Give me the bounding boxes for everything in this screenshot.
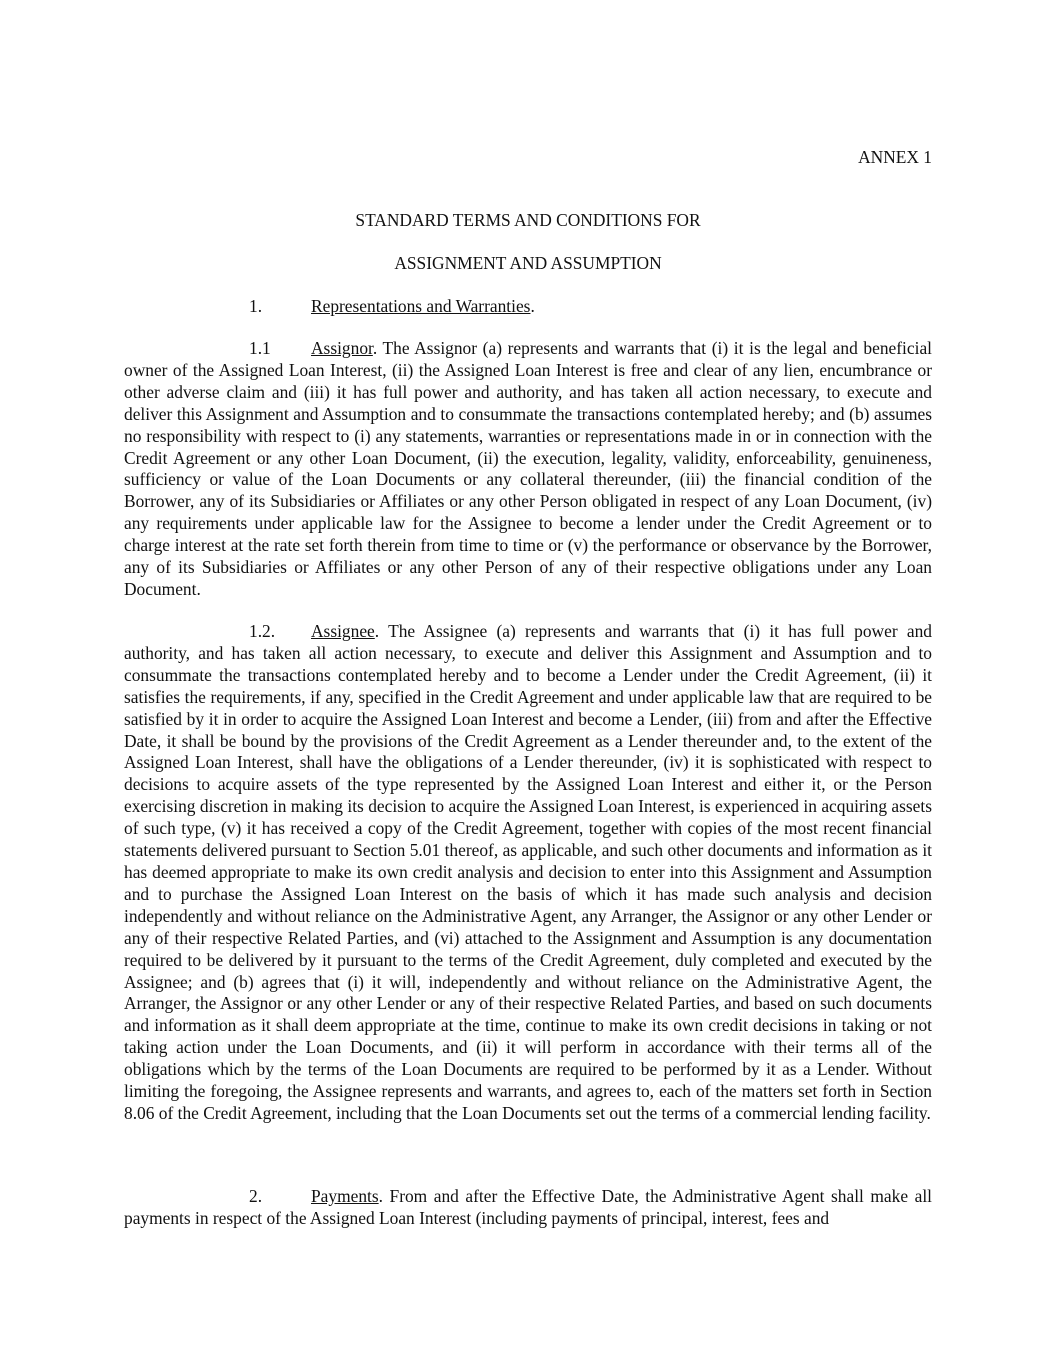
section-2-title: Payments <box>311 1186 379 1206</box>
section-1-title: Representations and Warranties <box>311 296 531 316</box>
document-title-line-1: STANDARD TERMS AND CONDITIONS FOR <box>355 210 701 230</box>
section-1-2-paragraph <box>124 621 932 1125</box>
section-1-1-paragraph <box>124 338 932 601</box>
section-1-heading <box>124 296 932 318</box>
section-1-number: 1. <box>249 296 263 316</box>
section-1-title-period: . <box>530 296 535 316</box>
annex-label: ANNEX 1 <box>858 147 932 167</box>
section-1-2-body: . The Assignee (a) represents and warrants that (i) it has full power and authority, and has taken all action necessary, to execute and deliver this Assignment and Assumption and to consummate the transactions contemplated hereby and to become a Lender under the Credit Agreement, (ii) it satisfies the requirements, if any, specified in the Credit Agreement and under applicable law that are required to be satisfied by it in order to acquire the Assigned Loan Interest and become a Lender, (iii) from and after the Effective Date, it shall be bound by the provisions of the Credit Agreement as a Lender thereunder and, to the extent of the Assigned Loan Interest, shall have the obligations of a Lender thereunder, (iv) it is sophisticated with respect to decisions to acquire assets of the type represented by the Assigned Loan Interest and either it, or the Person exercising discretion in making its decision to acquire the Assigned Loan Interest, is experienced in acquiring assets of such type, (v) it has received a copy of the Credit Agreement, together with copies of the most recent financial statements delivered pursuant to Section 5.01 thereof, as applicable, and such other documents and information as it has deemed appropriate to make its own credit analysis and decision to enter into this Assignment and Assumption and to purchase the Assigned Loan Interest on the basis of which it has made such analysis and decision independently and without reliance on the Administrative Agent, any Arranger, the Assignor or any other Lender or any of their respective Related Parties, and (vi) attached to the Assignment and Assumption is any documentation required to be delivered by it pursuant to the terms of the Credit Agreement, duly completed and executed by the Assignee; and (b) agrees that (i) it will, independently and without reliance on the Administrative Agent, the Arranger, the Assignor or any other Lender or any of their respective Related Parties, and based on such documents and information as it shall deem appropriate at the time, continue to make its own credit decisions in taking or not taking action under the Loan Documents, and (ii) it will perform in accordance with their terms all of the obligations which by the terms of the Loan Documents are required to be performed by it as a Lender. Without limiting the foregoing, the Assignee represents and warrants, and agrees to, each of the matters set forth in Section 8.06 of the Credit Agreement, including that the Loan Documents set out the terms of a commercial lending facility. <box>124 621 932 1123</box>
section-2-body: . From and after the Effective Date, the Administrative Agent shall make all payments in respect of the Assigned Loan Interest (including payments of principal, interest, fees and <box>124 1186 932 1228</box>
section-1-1-number: 1.1 <box>249 338 271 358</box>
section-2-number: 2. <box>249 1186 263 1206</box>
section-1-1-title: Assignor <box>311 338 373 358</box>
section-1-2-title: Assignee <box>311 621 375 641</box>
document-title-line-2: ASSIGNMENT AND ASSUMPTION <box>394 253 662 273</box>
section-1-1-body: . The Assignor (a) represents and warrants that (i) it is the legal and beneficial owner of the Assigned Loan Interest, (ii) the Assigned Loan Interest is free and clear of any lien, encumbrance or other adverse claim and (iii) it has full power and authority, and has taken all action necessary, to execute and deliver this Assignment and Assumption and to consummate the transactions contemplated hereby; and (b) assumes no responsibility with respect to (i) any statements, warranties or representations made in or in connection with the Credit Agreement or any other Loan Document, (ii) the execution, legality, validity, enforceability, genuineness, sufficiency or value of the Loan Documents or any collateral thereunder, (iii) the financial condition of the Borrower, any of its Subsidiaries or Affiliates or any other Person obligated in respect of any Loan Document, (iv) any requirements under applicable law for the Assignee to become a lender under the Credit Agreement or to charge interest at the rate set forth therein from time to time or (v) the performance or observance by the Borrower, any of its Subsidiaries or Affiliates or any other Person of any of their respective obligations under any Loan Document. <box>124 338 932 599</box>
section-1-2-number: 1.2. <box>249 621 276 641</box>
section-2-paragraph <box>124 1186 932 1230</box>
